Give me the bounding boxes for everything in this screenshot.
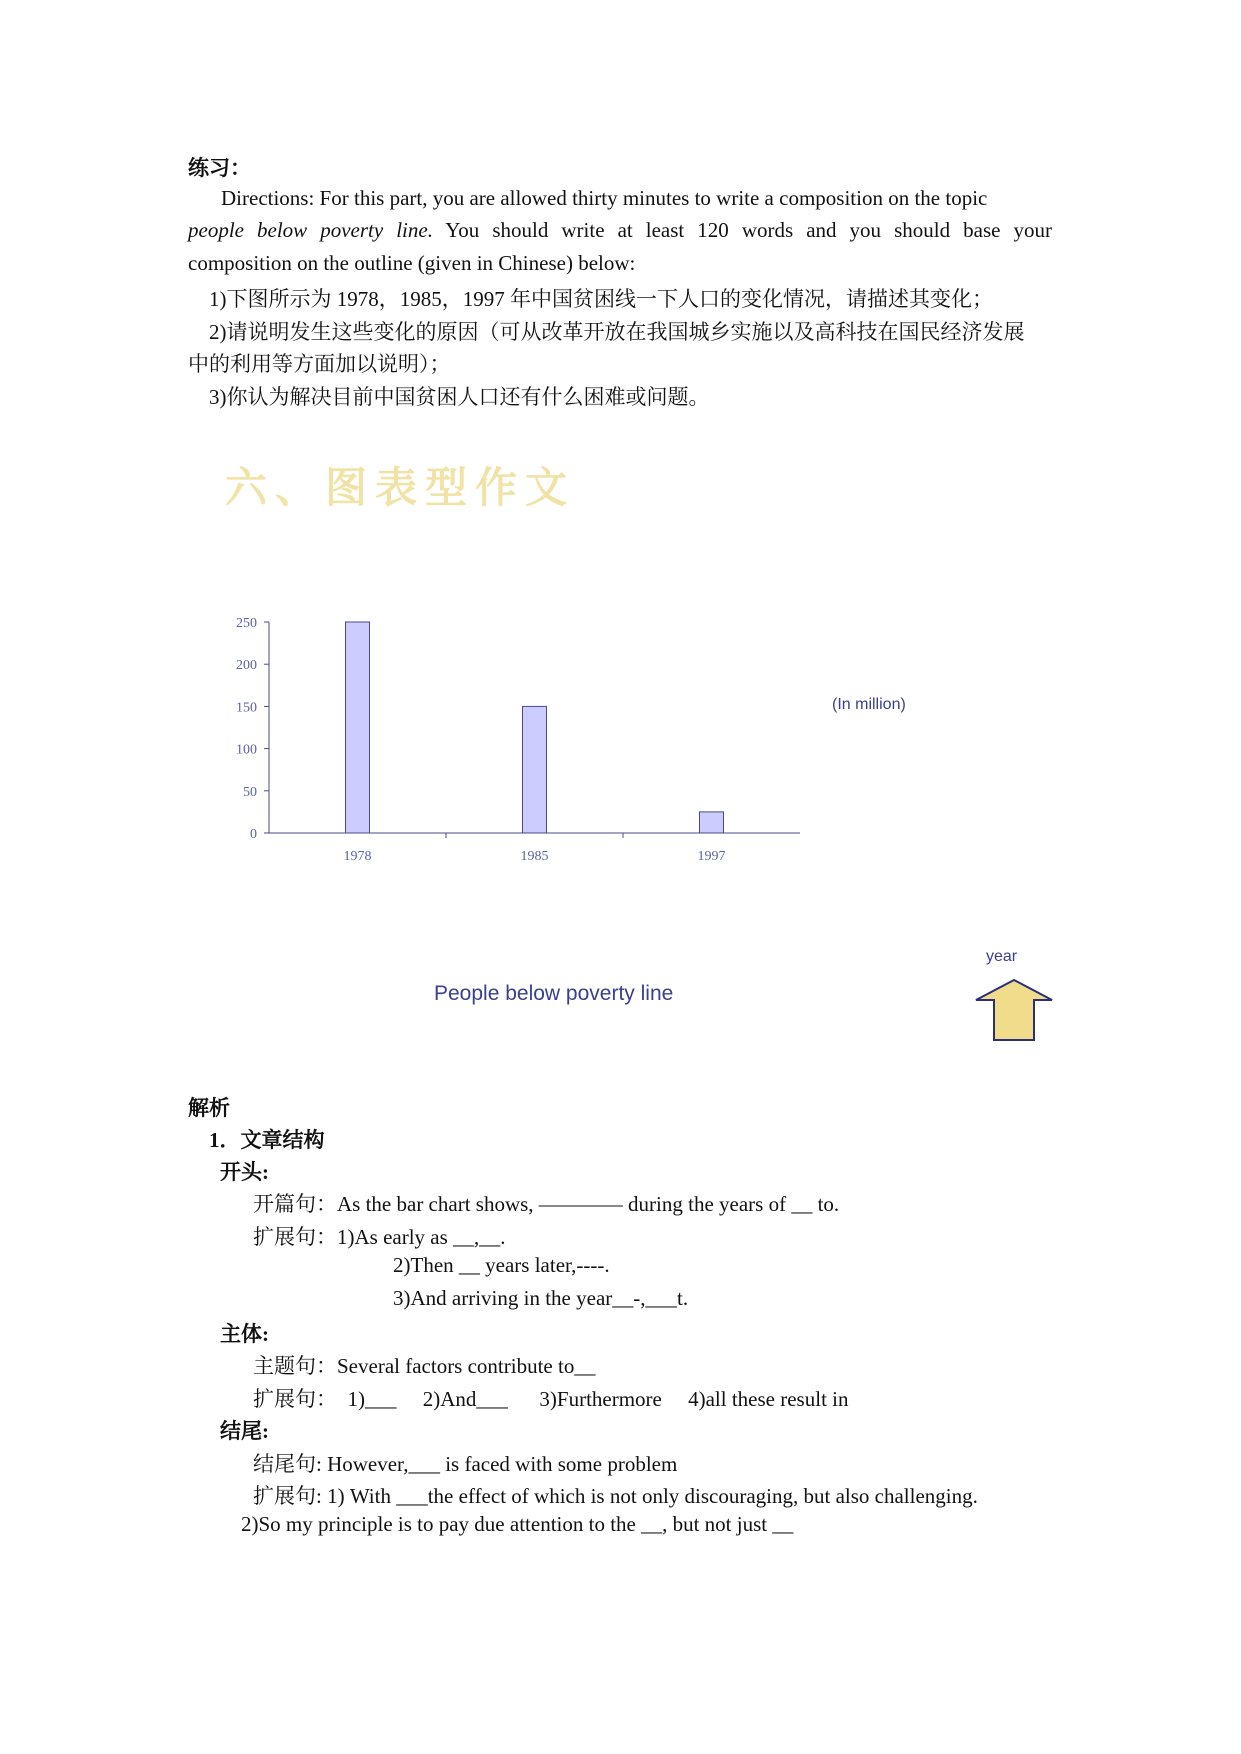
directions-line-3: composition on the outline (given in Chinese) below: bbox=[188, 251, 636, 275]
directions-line-2-rest: You should write at least 120 words and you should base your bbox=[432, 218, 1052, 242]
ending-line-1: 结尾句: However,___ is faced with some problem bbox=[253, 1452, 678, 1476]
practice-heading: 练习： bbox=[188, 156, 251, 180]
body-heading: 主体: bbox=[220, 1322, 269, 1346]
y-tick-label: 50 bbox=[243, 784, 257, 800]
opening-line-1: 开篇句：As the bar chart shows, ———— during the years of __ to. bbox=[253, 1192, 840, 1216]
bar-1978 bbox=[346, 622, 370, 833]
topic-italic: people below poverty line. bbox=[188, 218, 433, 242]
section-title: 六、图表型作文 bbox=[225, 463, 576, 512]
directions-line-1: Directions: For this part, you are allowed thirty minutes to write a composition on the topic bbox=[221, 186, 988, 210]
structure-heading: 1．文章结构 bbox=[209, 1128, 325, 1152]
x-tick-label: 1985 bbox=[520, 849, 549, 864]
y-tick-label: 100 bbox=[236, 742, 257, 758]
up-arrow-icon bbox=[974, 978, 1054, 1042]
body-line-1: 主题句：Several factors contribute to__ bbox=[253, 1354, 596, 1378]
outline-item-2: 2)请说明发生这些变化的原因（可从改革开放在我国城乡实施以及高科技在国民经济发展 bbox=[209, 320, 1025, 344]
outline-item-2-cont: 中的利用等方面加以说明）； bbox=[188, 352, 451, 376]
ending-heading: 结尾: bbox=[220, 1419, 269, 1443]
x-tick-label: 1997 bbox=[697, 849, 726, 864]
analysis-heading: 解析 bbox=[188, 1096, 230, 1120]
y-tick-label: 200 bbox=[236, 658, 257, 674]
y-tick-label: 0 bbox=[250, 827, 257, 842]
opening-line-3: 2)Then __ years later,----. bbox=[393, 1253, 610, 1277]
y-tick-label: 150 bbox=[236, 700, 257, 716]
ending-line-3: 2)So my principle is to pay due attention to the __, but not just __ bbox=[241, 1512, 794, 1536]
x-tick-label: 1978 bbox=[343, 849, 372, 864]
opening-line-4: 3)And arriving in the year__-,___t. bbox=[393, 1286, 689, 1310]
ending-line-2: 扩展句: 1) With ___the effect of which is not only discouraging, but also challenging. bbox=[253, 1484, 978, 1508]
bar-1985 bbox=[523, 706, 547, 833]
outline-item-3: 3)你认为解决目前中国贫困人口还有什么困难或问题。 bbox=[209, 385, 710, 409]
arrow-label: year bbox=[986, 948, 1018, 965]
bar-1997 bbox=[700, 812, 724, 833]
y-tick-label: 250 bbox=[236, 616, 257, 631]
unit-note: (In million) bbox=[832, 696, 906, 713]
outline-item-1: 1)下图所示为 1978，1985，1997 年中国贫困线一下人口的变化情况，请描述其变化； bbox=[209, 287, 993, 311]
chart-title: People below poverty line bbox=[434, 982, 674, 1005]
opening-line-2: 扩展句：1)As early as __,__. bbox=[253, 1225, 506, 1249]
body-line-2: 扩展句： 1)___ 2)And___ 3)Furthermore 4)all these result in bbox=[253, 1387, 849, 1411]
opening-heading: 开头: bbox=[220, 1160, 269, 1184]
